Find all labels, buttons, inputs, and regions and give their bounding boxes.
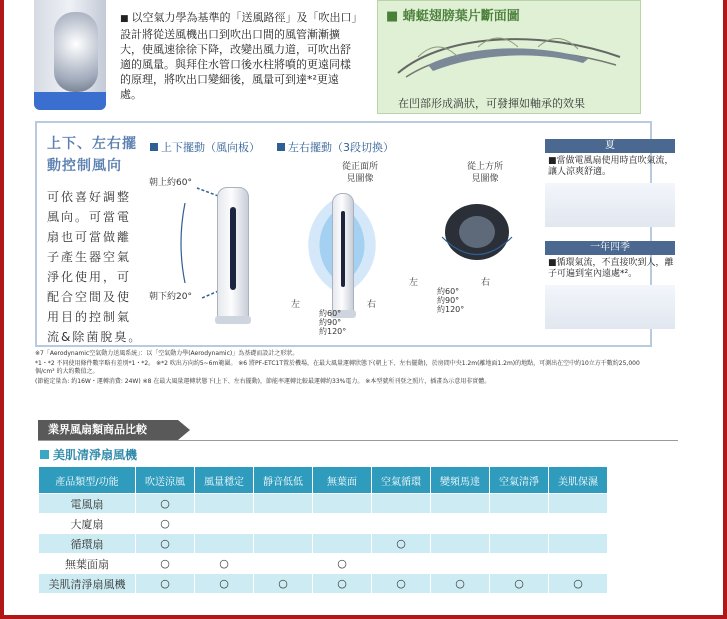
table-cell: ○ bbox=[313, 574, 372, 594]
row-label: 大廈扇 bbox=[39, 514, 136, 534]
angle-60: 約60° bbox=[319, 309, 342, 318]
header-cell: 美肌保濕 bbox=[549, 467, 608, 494]
footnote-1: ※7「Aerodynamic空氣動力送風系統」：以「空氣動力學(Aerodynamic)」為基礎而設計之形狀。 bbox=[35, 350, 299, 357]
label-up-60: 朝上約60° bbox=[149, 178, 192, 188]
label-left: 左 bbox=[291, 300, 301, 310]
comparison-divider bbox=[38, 440, 678, 441]
allyear-text: ■循環氣流，不直接吹到人，離子可遍到室內遠處*²。 bbox=[548, 258, 674, 279]
tower-control-strip bbox=[341, 211, 345, 287]
table-cell bbox=[431, 494, 490, 514]
label-down-20: 朝下約20° bbox=[149, 292, 192, 302]
header-cell: 產品類型/功能 bbox=[39, 467, 136, 494]
table-cell bbox=[313, 534, 372, 554]
table-cell: ○ bbox=[136, 494, 195, 514]
row-label: 電風扇 bbox=[39, 494, 136, 514]
header-cell: 靜音低低 bbox=[254, 467, 313, 494]
page-frame-left bbox=[0, 0, 4, 619]
angle-60: 約60° bbox=[437, 287, 460, 296]
summer-illustration bbox=[545, 183, 675, 227]
allyear-panel bbox=[545, 241, 675, 280]
table-cell bbox=[313, 494, 372, 514]
angle-120: 約120° bbox=[319, 327, 347, 336]
table-cell bbox=[490, 494, 549, 514]
header-cell: 變頻馬達 bbox=[431, 467, 490, 494]
page-frame-bottom bbox=[0, 615, 727, 619]
square-bullet-icon bbox=[150, 143, 158, 151]
table-cell: ○ bbox=[490, 574, 549, 594]
angle-list-front bbox=[319, 309, 346, 336]
fan-photo bbox=[34, 0, 106, 110]
label-right-top: 右 bbox=[481, 278, 491, 288]
angle-90: 約90° bbox=[437, 296, 460, 305]
swing-description: 可依喜好調整風向。可當電扇也可當做離子產生器空氣淨化使用，可配合空間及使用目的控制氣流&除菌脫臭。 bbox=[47, 190, 143, 344]
summer-heading: 夏 bbox=[545, 139, 675, 153]
table-cell bbox=[372, 494, 431, 514]
table-cell bbox=[549, 534, 608, 554]
table-row bbox=[39, 554, 608, 574]
fan-head-illustration bbox=[54, 12, 98, 92]
tower-control-strip bbox=[230, 207, 236, 290]
comparison-table bbox=[38, 466, 608, 594]
table-cell: ○ bbox=[136, 574, 195, 594]
comparison-tab: 業界風扇類商品比較 bbox=[38, 420, 178, 440]
updown-swing-title: 上下擺動（風向板） bbox=[150, 139, 260, 155]
allyear-illustration bbox=[545, 285, 675, 329]
swing-heading-line2: 動控制風向 bbox=[47, 158, 122, 174]
top-view-fan-illustration bbox=[432, 197, 522, 267]
label-front-view: 從正面所 見圖像 bbox=[342, 162, 379, 184]
table-cell bbox=[431, 514, 490, 534]
tower-fan-side-view bbox=[217, 187, 249, 323]
square-bullet-icon bbox=[277, 143, 285, 151]
table-cell: ○ bbox=[195, 574, 254, 594]
table-cell bbox=[372, 554, 431, 574]
table-cell: ○ bbox=[136, 534, 195, 554]
tower-fan-front-view bbox=[332, 193, 354, 317]
header-cell: 吹送涼風 bbox=[136, 467, 195, 494]
wing-panel-title: ■ 蜻蜓翅膀葉片斷面圖 bbox=[386, 9, 520, 24]
table-cell bbox=[195, 534, 254, 554]
header-cell: 空氣清淨 bbox=[490, 467, 549, 494]
row-label: 循環扇 bbox=[39, 534, 136, 554]
fan-base-illustration bbox=[34, 92, 106, 110]
swing-heading-line1: 上下、左右擺 bbox=[47, 136, 137, 152]
table-cell bbox=[254, 554, 313, 574]
table-cell: ○ bbox=[549, 574, 608, 594]
table-cell: ○ bbox=[195, 554, 254, 574]
table-cell bbox=[195, 514, 254, 534]
table-cell bbox=[254, 514, 313, 534]
table-cell: ○ bbox=[313, 554, 372, 574]
table-cell bbox=[549, 494, 608, 514]
table-cell bbox=[490, 514, 549, 534]
dragonfly-wing-panel bbox=[377, 0, 641, 114]
table-cell bbox=[490, 534, 549, 554]
label-right: 右 bbox=[367, 300, 377, 310]
swing-control-section bbox=[35, 121, 674, 347]
wing-cross-section-illustration bbox=[388, 21, 628, 91]
table-cell bbox=[372, 514, 431, 534]
table-row bbox=[39, 494, 608, 514]
table-row bbox=[39, 574, 608, 594]
summer-text: ■當做電風扇使用時直吹氣流，讓人涼爽舒適。 bbox=[548, 156, 674, 177]
swing-heading bbox=[47, 133, 137, 177]
table-cell bbox=[549, 514, 608, 534]
leftright-swing-title: 左右擺動（3段切換） bbox=[277, 139, 394, 155]
bullet: ■ bbox=[120, 14, 129, 24]
label-top-view: 從上方所 見圖像 bbox=[467, 162, 504, 184]
table-header-row bbox=[39, 467, 608, 494]
wing-panel-caption: 在凹部形成渦狀，可發揮如軸承的效果 bbox=[398, 97, 585, 110]
table-cell bbox=[431, 554, 490, 574]
table-cell bbox=[254, 494, 313, 514]
header-cell: 風量穩定 bbox=[195, 467, 254, 494]
row-label: 美肌清淨扇風機 bbox=[39, 574, 136, 594]
table-cell bbox=[490, 554, 549, 574]
row-label: 無葉面扇 bbox=[39, 554, 136, 574]
tower-base bbox=[215, 316, 251, 324]
table-cell: ○ bbox=[431, 574, 490, 594]
square-bullet-icon bbox=[40, 450, 49, 459]
airflow-text: 以空氣力學為基準的「送風路徑」及「吹出口」設計將從送風機出口到吹出口間的風管漸漸擴大，使風速徐徐下降，改變出風力道，可吹出舒適的風量。與拜住水管口後水柱將噴的更遠同樣的原理，將吹出口變細後，風量可到達*²更遠處。 bbox=[120, 11, 358, 101]
table-cell: ○ bbox=[136, 554, 195, 574]
table-cell bbox=[549, 554, 608, 574]
footnote-2: *1・*2 不同使用條件數字略有差別*1・*2。 ※*2 吹出方向約5~6m範圍。 ※6 將PF-ETC1T置於機場，在最大風量運轉狀態下(朝上下、左右擺動)，於房間中央1.2m(離地面1.2m)的地點，可測出在空中約10立方千數約25,000個/cm³ 的大約數值之。 bbox=[35, 360, 640, 375]
table-row bbox=[39, 514, 608, 534]
label-left-top: 左 bbox=[409, 278, 419, 288]
summer-panel bbox=[545, 139, 675, 178]
angle-90: 約90° bbox=[319, 318, 342, 327]
table-cell: ○ bbox=[136, 514, 195, 534]
header-cell: 空氣循環 bbox=[372, 467, 431, 494]
table-row bbox=[39, 534, 608, 554]
footnote-3: (節能定量為: 約16W・運轉消費: 24W) ※8 在最大風量運轉狀態下(上下、左右擺動)，節能率運轉比較最運轉約33%電力。 ※本型號所刊登之照片，插畫為示意用非實體。 bbox=[35, 378, 491, 385]
table-cell: ○ bbox=[254, 574, 313, 594]
table-cell bbox=[254, 534, 313, 554]
table-cell bbox=[431, 534, 490, 554]
airflow-description bbox=[120, 10, 360, 102]
table-cell: ○ bbox=[372, 534, 431, 554]
page-frame-right bbox=[723, 0, 727, 619]
angle-list-top bbox=[437, 287, 464, 314]
table-cell bbox=[195, 494, 254, 514]
table-cell bbox=[313, 514, 372, 534]
allyear-heading: 一年四季 bbox=[545, 241, 675, 255]
header-cell: 無葉面 bbox=[313, 467, 372, 494]
angle-120: 約120° bbox=[437, 305, 465, 314]
comparison-subtitle: 美肌清淨扇風機 bbox=[40, 446, 137, 463]
table-cell: ○ bbox=[372, 574, 431, 594]
